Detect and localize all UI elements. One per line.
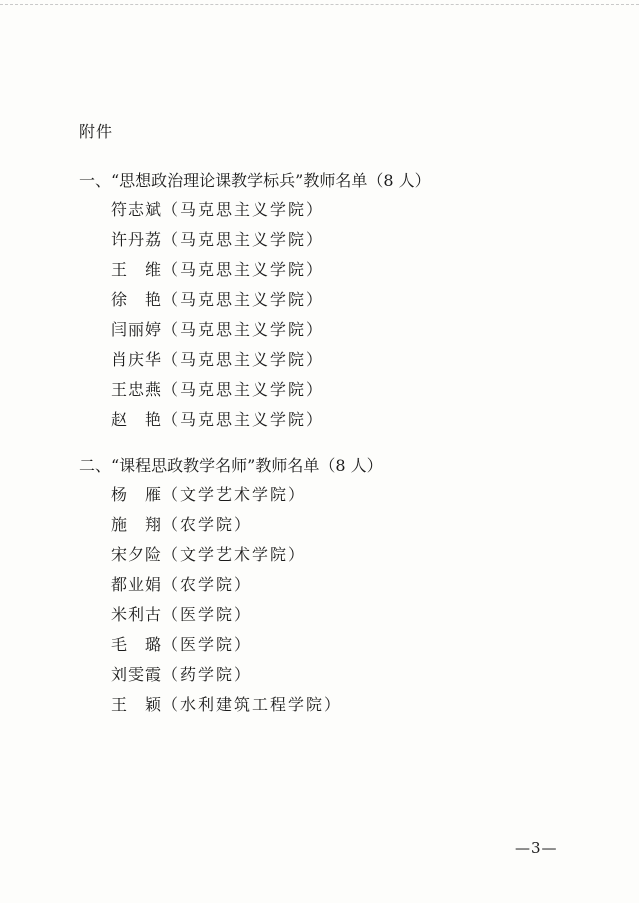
teacher-entry [111, 379, 324, 409]
teacher-college: （马克思主义学院） [162, 260, 325, 279]
teacher-entry [111, 319, 324, 349]
teacher-entry [111, 664, 342, 694]
teacher-name: 都业娟 [111, 575, 163, 594]
teacher-name: 杨 雁 [111, 485, 163, 504]
teacher-entry [111, 349, 324, 379]
scan-edge-line [0, 4, 639, 5]
teacher-entry [111, 289, 324, 319]
teacher-entry [111, 694, 342, 724]
teacher-entry [111, 574, 342, 604]
teacher-name: 施 翔 [111, 515, 163, 534]
teacher-entry [111, 229, 324, 259]
teacher-entry [111, 259, 324, 289]
teacher-college: （农学院） [162, 575, 253, 594]
teacher-entry [111, 409, 324, 439]
teacher-college: （农学院） [162, 515, 253, 534]
teacher-college: （药学院） [162, 665, 253, 684]
teacher-college: （马克思主义学院） [162, 320, 325, 339]
teacher-name: 王忠燕 [111, 380, 163, 399]
teacher-college: （马克思主义学院） [162, 290, 325, 309]
teacher-name: 闫丽婷 [111, 320, 163, 339]
teacher-list-course-ideology [111, 484, 342, 724]
teacher-college: （文学艺术学院） [162, 545, 307, 564]
teacher-list-teaching-model [111, 199, 324, 439]
teacher-entry [111, 514, 342, 544]
teacher-name: 肖庆华 [111, 350, 163, 369]
teacher-name: 王 颖 [111, 695, 163, 714]
teacher-name: 毛 璐 [111, 635, 163, 654]
teacher-entry [111, 604, 342, 634]
teacher-name: 许丹荔 [111, 230, 163, 249]
page-number: —3— [515, 839, 558, 857]
teacher-college: （马克思主义学院） [162, 410, 325, 429]
teacher-name: 宋夕险 [111, 545, 163, 564]
teacher-name: 徐 艳 [111, 290, 163, 309]
section-heading-teaching-model: 一、“思想政治理论课教学标兵”教师名单（8 人） [79, 171, 431, 190]
teacher-name: 王 维 [111, 260, 163, 279]
teacher-entry [111, 199, 324, 229]
teacher-entry [111, 544, 342, 574]
attachment-label: 附件 [79, 122, 114, 141]
teacher-name: 赵 艳 [111, 410, 163, 429]
teacher-college: （马克思主义学院） [162, 230, 325, 249]
teacher-name: 米利古 [111, 605, 163, 624]
teacher-college: （马克思主义学院） [162, 350, 325, 369]
teacher-college: （马克思主义学院） [162, 380, 325, 399]
teacher-college: （马克思主义学院） [162, 200, 325, 219]
teacher-entry [111, 484, 342, 514]
teacher-college: （医学院） [162, 605, 253, 624]
teacher-college: （文学艺术学院） [162, 485, 307, 504]
teacher-college: （医学院） [162, 635, 253, 654]
teacher-name: 刘雯霞 [111, 665, 163, 684]
teacher-entry [111, 634, 342, 664]
section-heading-course-ideology: 二、“课程思政教学名师”教师名单（8 人） [79, 456, 383, 475]
teacher-name: 符志斌 [111, 200, 163, 219]
teacher-college: （水利建筑工程学院） [162, 695, 343, 714]
